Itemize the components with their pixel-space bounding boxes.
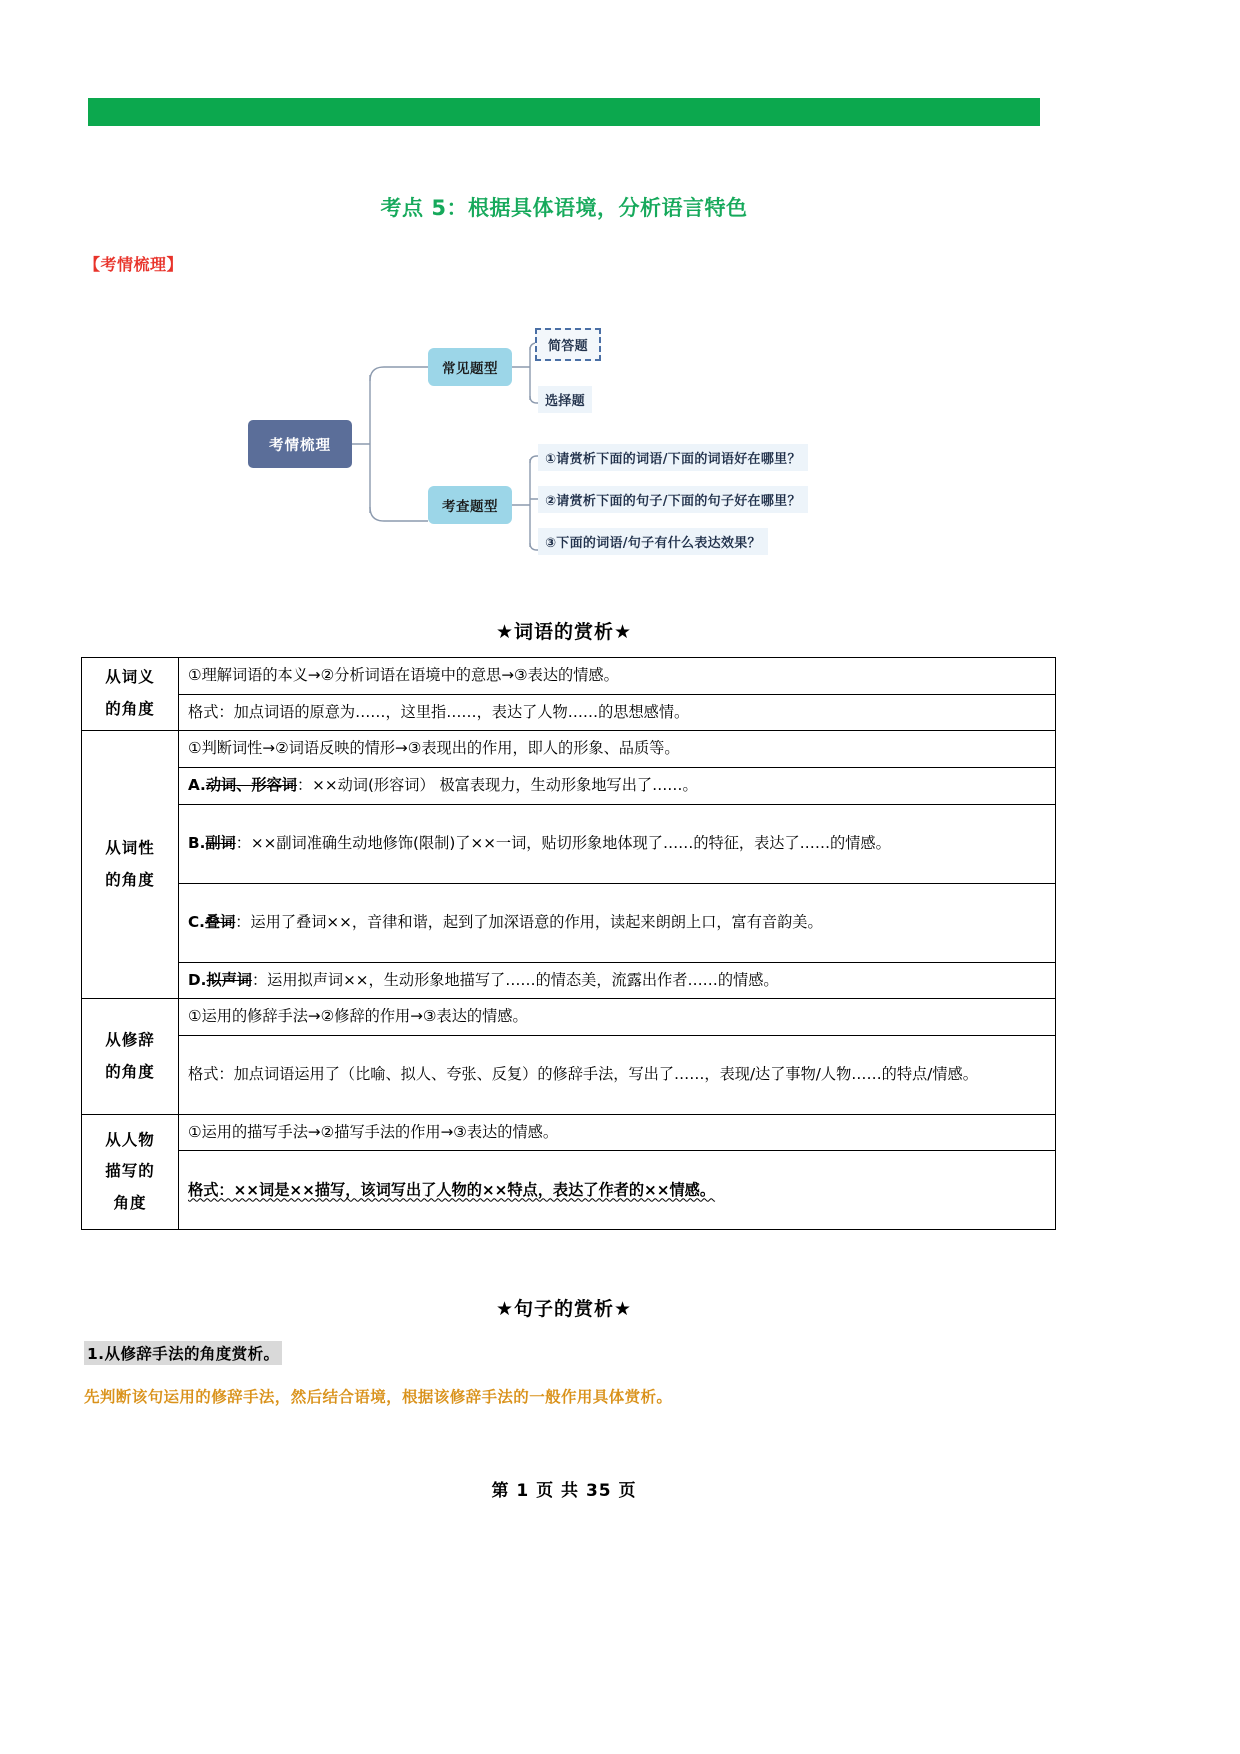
- page-title: 考点 5：根据具体语境，分析语言特色: [380, 196, 748, 220]
- table-row: [82, 658, 1056, 695]
- table-row: [82, 804, 1056, 883]
- note-rhetoric-body: 先判断该句运用的修辞手法，然后结合语境，根据该修辞手法的一般作用具体赏析。: [84, 1388, 673, 1406]
- strike-onomatopoeia: 拟声词: [206, 970, 252, 989]
- table-row: [82, 1035, 1056, 1114]
- heading-sentence-appreciation: ★句子的赏析★: [495, 1298, 633, 1320]
- table-row: [82, 1151, 1056, 1230]
- text-c-rest: ：运用了叠词××，音律和谐，起到了加深语意的作用，读起来朗朗上口，富有音韵美。: [235, 912, 823, 931]
- strike-adverb: 副词: [205, 833, 236, 852]
- green-header-band: [88, 98, 1040, 126]
- mindmap-branch-common-types: 常见题型: [428, 348, 512, 386]
- cell-rhetoric-steps: ①运用的修辞手法→②修辞的作用→③表达的情感。: [179, 999, 1056, 1036]
- strike-reduplicated: 叠词: [204, 912, 236, 931]
- label-b: B.: [188, 833, 206, 852]
- text-d-rest: ：运用拟声词××，生动形象地描写了……的情态美，流露出作者……的情感。: [251, 970, 779, 989]
- cell-word-meaning-steps: ①理解词语的本义→②分析词语在语境中的意思→③表达的情感。: [179, 658, 1056, 695]
- row-label-character-description: 从人物 描写的 角度: [82, 1114, 179, 1230]
- table-row: [82, 999, 1056, 1036]
- cell-pos-onomatopoeia: [179, 962, 1056, 999]
- cell-pos-reduplicated: [179, 883, 1056, 962]
- cell-pos-verb-adjective: [179, 767, 1056, 804]
- wavy-character-format: 格式：××词是××描写，该词写出了人物的××特点，表达了作者的××情感。: [188, 1180, 716, 1199]
- table-row: [82, 883, 1056, 962]
- section-label-kaoqing: 【考情梳理】: [84, 255, 184, 274]
- cell-character-format: [179, 1151, 1056, 1230]
- mindmap-leaf-question-1: ①请赏析下面的词语/下面的词语好在哪里？: [538, 444, 808, 471]
- table-row: [82, 694, 1056, 731]
- table-row: [82, 1114, 1056, 1151]
- text-b-rest: ：××副词准确生动地修饰(限制)了××一词，贴切形象地体现了……的特征，表达了……的情感。: [235, 833, 891, 852]
- strike-verb-adjective: 动词、形容词: [205, 775, 297, 794]
- cell-word-meaning-format: 格式：加点词语的原意为……，这里指……，表达了人物……的思想感情。: [179, 694, 1056, 731]
- label-d: D.: [188, 970, 207, 989]
- word-appreciation-table: [81, 657, 1056, 1230]
- mindmap-root-node: 考情梳理: [248, 420, 352, 468]
- table-row: [82, 731, 1056, 768]
- label-a: A.: [188, 775, 206, 794]
- cell-pos-steps: ①判断词性→②词语反映的情形→③表现出的作用，即人的形象、品质等。: [179, 731, 1056, 768]
- page-footer: 第 1 页 共 35 页: [491, 1481, 637, 1501]
- table-row: [82, 962, 1056, 999]
- note-rhetoric-heading: 1.从修辞手法的角度赏析。: [84, 1341, 282, 1365]
- heading-word-appreciation: ★词语的赏析★: [495, 621, 633, 643]
- label-c: C.: [188, 912, 205, 931]
- table-row: [82, 767, 1056, 804]
- cell-rhetoric-format: 格式：加点词语运用了（比喻、拟人、夸张、反复）的修辞手法，写出了……，表现/达了事物/人物……的特点/情感。: [179, 1035, 1056, 1114]
- cell-pos-adverb: [179, 804, 1056, 883]
- row-label-rhetoric: 从修辞 的角度: [82, 999, 179, 1115]
- mindmap-branch-exam-types: 考查题型: [428, 486, 512, 524]
- mindmap-leaf-short-answer: 简答题: [535, 328, 601, 361]
- mindmap-leaf-question-3: ③下面的词语/句子有什么表达效果？: [538, 528, 768, 555]
- mindmap-leaf-question-2: ②请赏析下面的句子/下面的句子好在哪里？: [538, 486, 808, 513]
- text-a-rest: ：××动词(形容词） 极富表现力，生动形象地写出了……。: [296, 775, 698, 794]
- row-label-part-of-speech: 从词性 的角度: [82, 731, 179, 999]
- mindmap-diagram: [88, 300, 1040, 590]
- mindmap-leaf-multiple-choice: 选择题: [538, 386, 592, 413]
- row-label-word-meaning: 从词义 的角度: [82, 658, 179, 731]
- cell-character-steps: ①运用的描写手法→②描写手法的作用→③表达的情感。: [179, 1114, 1056, 1151]
